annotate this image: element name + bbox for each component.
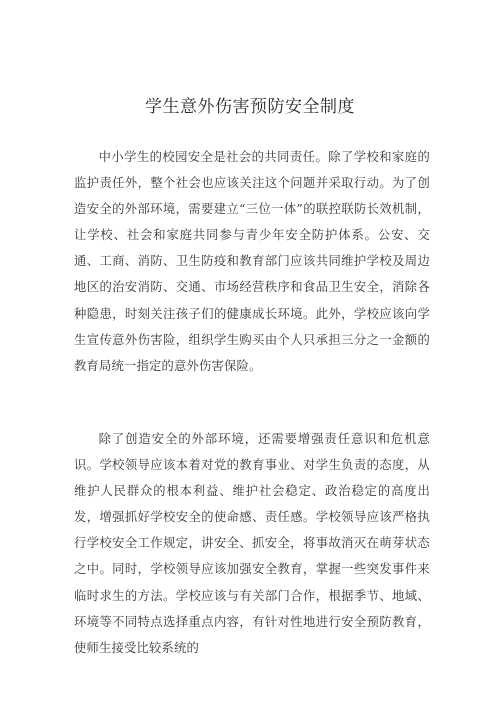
paragraph-1: 中小学生的校园安全是社会的共同责任。除了学校和家庭的监护责任外，整个社会也应该关注这个问题并采取行动。为了创造安全的外部环境，需要建立“三位一体”的联控联防长效机制，让学校、社会和家庭共同参与青少年安全防护体系。公安、交通、工商、消防、卫生防疫和教育部门应该共同维护学校及周边地区的治安消防、交通、市场经营秩序和食品卫生安全，消除各种隐患，时刻关注孩子们的健康成长环境。此外，学校应该向学生宣传意外伤害险，组织学生购买由个人只承担三分之一金额的教育局统一指定的意外伤害保险。	[74, 150, 430, 373]
document-title: 学生意外伤害预防安全制度	[145, 97, 355, 117]
paragraph-2: 除了创造安全的外部环境，还需要增强责任意识和危机意识。学校领导应该本着对党的教育事业、对学生负责的态度，从维护人民群众的根本利益、维护社会稳定、政治稳定的高度出发，增强抓好学校安全的使命感、责任感。学校领导应该严格执行学校安全工作规定，讲安全、抓安全，将事故消灭在萌芽状态之中。同时，学校领导应该加强安全教育，掌握一些突发事件来临时求生的方法。学校应该与有关部门合作，根据季节、地域、环境等不同特点选择重点内容，有针对性地进行安全预防教育，使师生接受比较系统的	[74, 432, 430, 655]
